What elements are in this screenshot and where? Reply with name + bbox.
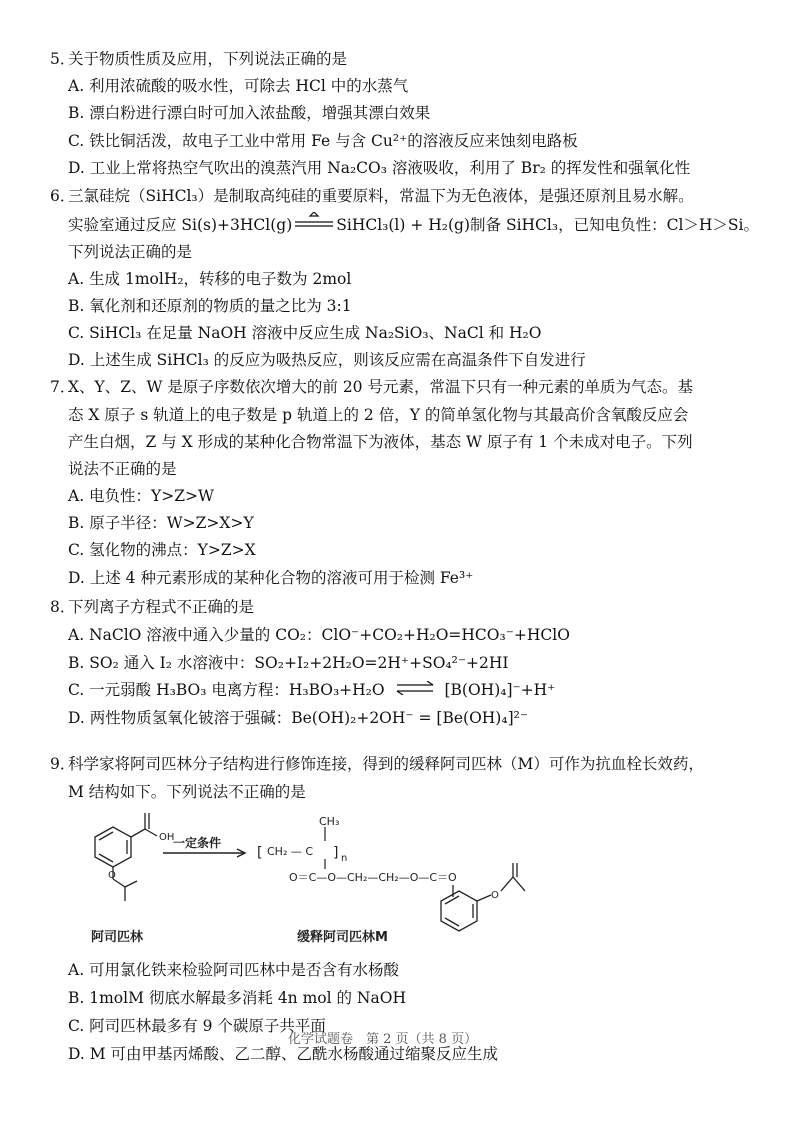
q6-option-a: A. 生成 1molH₂，转移的电子数为 2mol [68, 270, 352, 288]
reaction-structure-figure [75, 805, 535, 945]
q6-option-d: D. 上述生成 SiHCl₃ 的反应为吸热反应，则该反应需在高温条件下自发进行 [68, 351, 586, 369]
q5-option-d: D. 工业上常将热空气吹出的溴蒸汽用 Na₂CO₃ 溶液吸收，利用了 Br₂ 的挥发性和强氧化性 [68, 159, 691, 177]
q9-option-a: A. 可用氯化铁来检验阿司匹林中是否含有水杨酸 [68, 961, 400, 979]
q7-line: 产生白烟，Z 与 X 形成的某种化合物常温下为液体，基态 W 原子有 1 个未成对电子。下列 [68, 433, 693, 451]
svg-text:[: [ [257, 845, 263, 861]
aspirin-benzene-ring [95, 813, 157, 901]
repeat-n-label: n [341, 853, 348, 864]
question-text: X、Y、Z、W 是原子序数依次增大的前 20 号元素，常温下只有一种元素的单质为气态。基 [68, 378, 693, 396]
q7-line: 说法不正确的是 [68, 460, 177, 478]
question-text: 科学家将阿司匹林分子结构进行修饰连接，得到的缓释阿司匹林（M）可作为抗血栓长效药， [68, 755, 704, 773]
q9-option-d: D. M 可由甲基丙烯酸、乙二醇、乙酰水杨酸通过缩聚反应生成 [68, 1045, 499, 1063]
question-8-stem [50, 594, 780, 620]
question-7-stem [50, 374, 780, 400]
q7-line: 态 X 原子 s 轨道上的电子数是 p 轨道上的 2 倍，Y 的简单氢化物与其最高价含氧酸反应会 [68, 406, 689, 424]
q8-option-c-right: [B(OH)₄]⁻+H⁺ [444, 681, 556, 699]
question-6-stem [50, 183, 780, 209]
reaction-left: 实验室通过反应 Si(s)+3HCl(g) [68, 216, 293, 234]
q5-option-b: B. 漂白粉进行漂白时可加入浓盐酸，增强其漂白效果 [68, 104, 431, 122]
q8-option-d: D. 两性物质氢氧化铍溶于强碱：Be(OH)₂+2OH⁻ = [Be(OH)₄]²⁻ [68, 709, 529, 727]
svg-text:]: ] [333, 845, 339, 861]
question-text: 关于物质性质及应用，下列说法正确的是 [68, 50, 348, 68]
backbone-label: CH₂ — C [267, 845, 314, 858]
reversible-arrow-icon [394, 677, 436, 691]
heat-equilibrium-sign [292, 212, 336, 234]
ester-chain-label: O＝C—O—CH₂—CH₂—O—C＝O [289, 871, 457, 884]
q7-option-b: B. 原子半径：W>Z>X>Y [68, 514, 254, 532]
q9-option-c: C. 阿司匹林最多有 9 个碳原子共平面 [68, 1017, 326, 1035]
q6-prompt: 下列说法正确的是 [68, 243, 193, 261]
page-footer: 化学试题卷 第 2 页（共 8 页） [288, 1032, 478, 1047]
question-number: 5． [50, 50, 76, 68]
q8-option-c-left: C. 一元弱酸 H₃BO₃ 电离方程：H₃BO₃+H₂O [68, 681, 385, 699]
arrow-condition-label: 一定条件 [173, 836, 222, 850]
q8-option-b: B. SO₂ 通入 I₂ 水溶液中：SO₂+I₂+2H₂O=2H⁺+SO₄²⁻+2HI [68, 654, 509, 672]
q7-option-a: A. 电负性：Y>Z>W [68, 487, 214, 505]
svg-text:O: O [491, 890, 499, 901]
q6-reaction-line [68, 212, 780, 238]
q6-option-b: B. 氧化剂和还原剂的物质的量之比为 3:1 [68, 297, 352, 315]
q9-option-b: B. 1molM 彻底水解最多消耗 4n mol 的 NaOH [68, 989, 406, 1007]
question-number: 7． [50, 378, 76, 396]
svg-text:O: O [108, 870, 116, 881]
question-9-stem [50, 751, 780, 777]
question-number: 8． [50, 598, 76, 616]
q7-option-d: D. 上述 4 种元素形成的某种化合物的溶液可用于检测 Fe³⁺ [68, 569, 474, 587]
hydroxyl-label: OH [159, 832, 175, 843]
q9-prompt: M 结构如下。下列说法不正确的是 [68, 783, 306, 801]
slow-release-aspirin-label: 缓释阿司匹林M [297, 930, 388, 945]
q5-option-c: C. 铁比铜活泼，故电子工业中常用 Fe 与含 Cu²⁺的溶液反应来蚀刻电路板 [68, 132, 578, 150]
q6-option-c: C. SiHCl₃ 在足量 NaOH 溶液中反应生成 Na₂SiO₃、NaCl 和 H₂O [68, 324, 542, 342]
question-number: 9． [50, 755, 76, 773]
q8-option-a: A. NaClO 溶液中通入少量的 CO₂：ClO⁻+CO₂+H₂O=HCO₃⁻+HClO [68, 626, 570, 644]
q5-option-a: A. 利用浓硫酸的吸水性，可除去 HCl 中的水蒸气 [68, 77, 409, 95]
q8-option-c [68, 677, 780, 703]
question-text: 三氯硅烷（SiHCl₃）是制取高纯硅的重要原料，常温下为无色液体，是强还原剂且易水解。 [68, 187, 694, 205]
q7-option-c: C. 氢化物的沸点：Y>Z>X [68, 541, 256, 559]
question-5-stem [50, 46, 780, 72]
methyl-label: CH₃ [319, 815, 340, 828]
aspirin-label: 阿司匹林 [91, 930, 144, 945]
question-text: 下列离子方程式不正确的是 [68, 598, 255, 616]
reaction-right: SiHCl₃(l) + H₂(g)制备 SiHCl₃，已知电负性：Cl＞H＞Si。 [336, 216, 759, 234]
question-number: 6． [50, 187, 76, 205]
